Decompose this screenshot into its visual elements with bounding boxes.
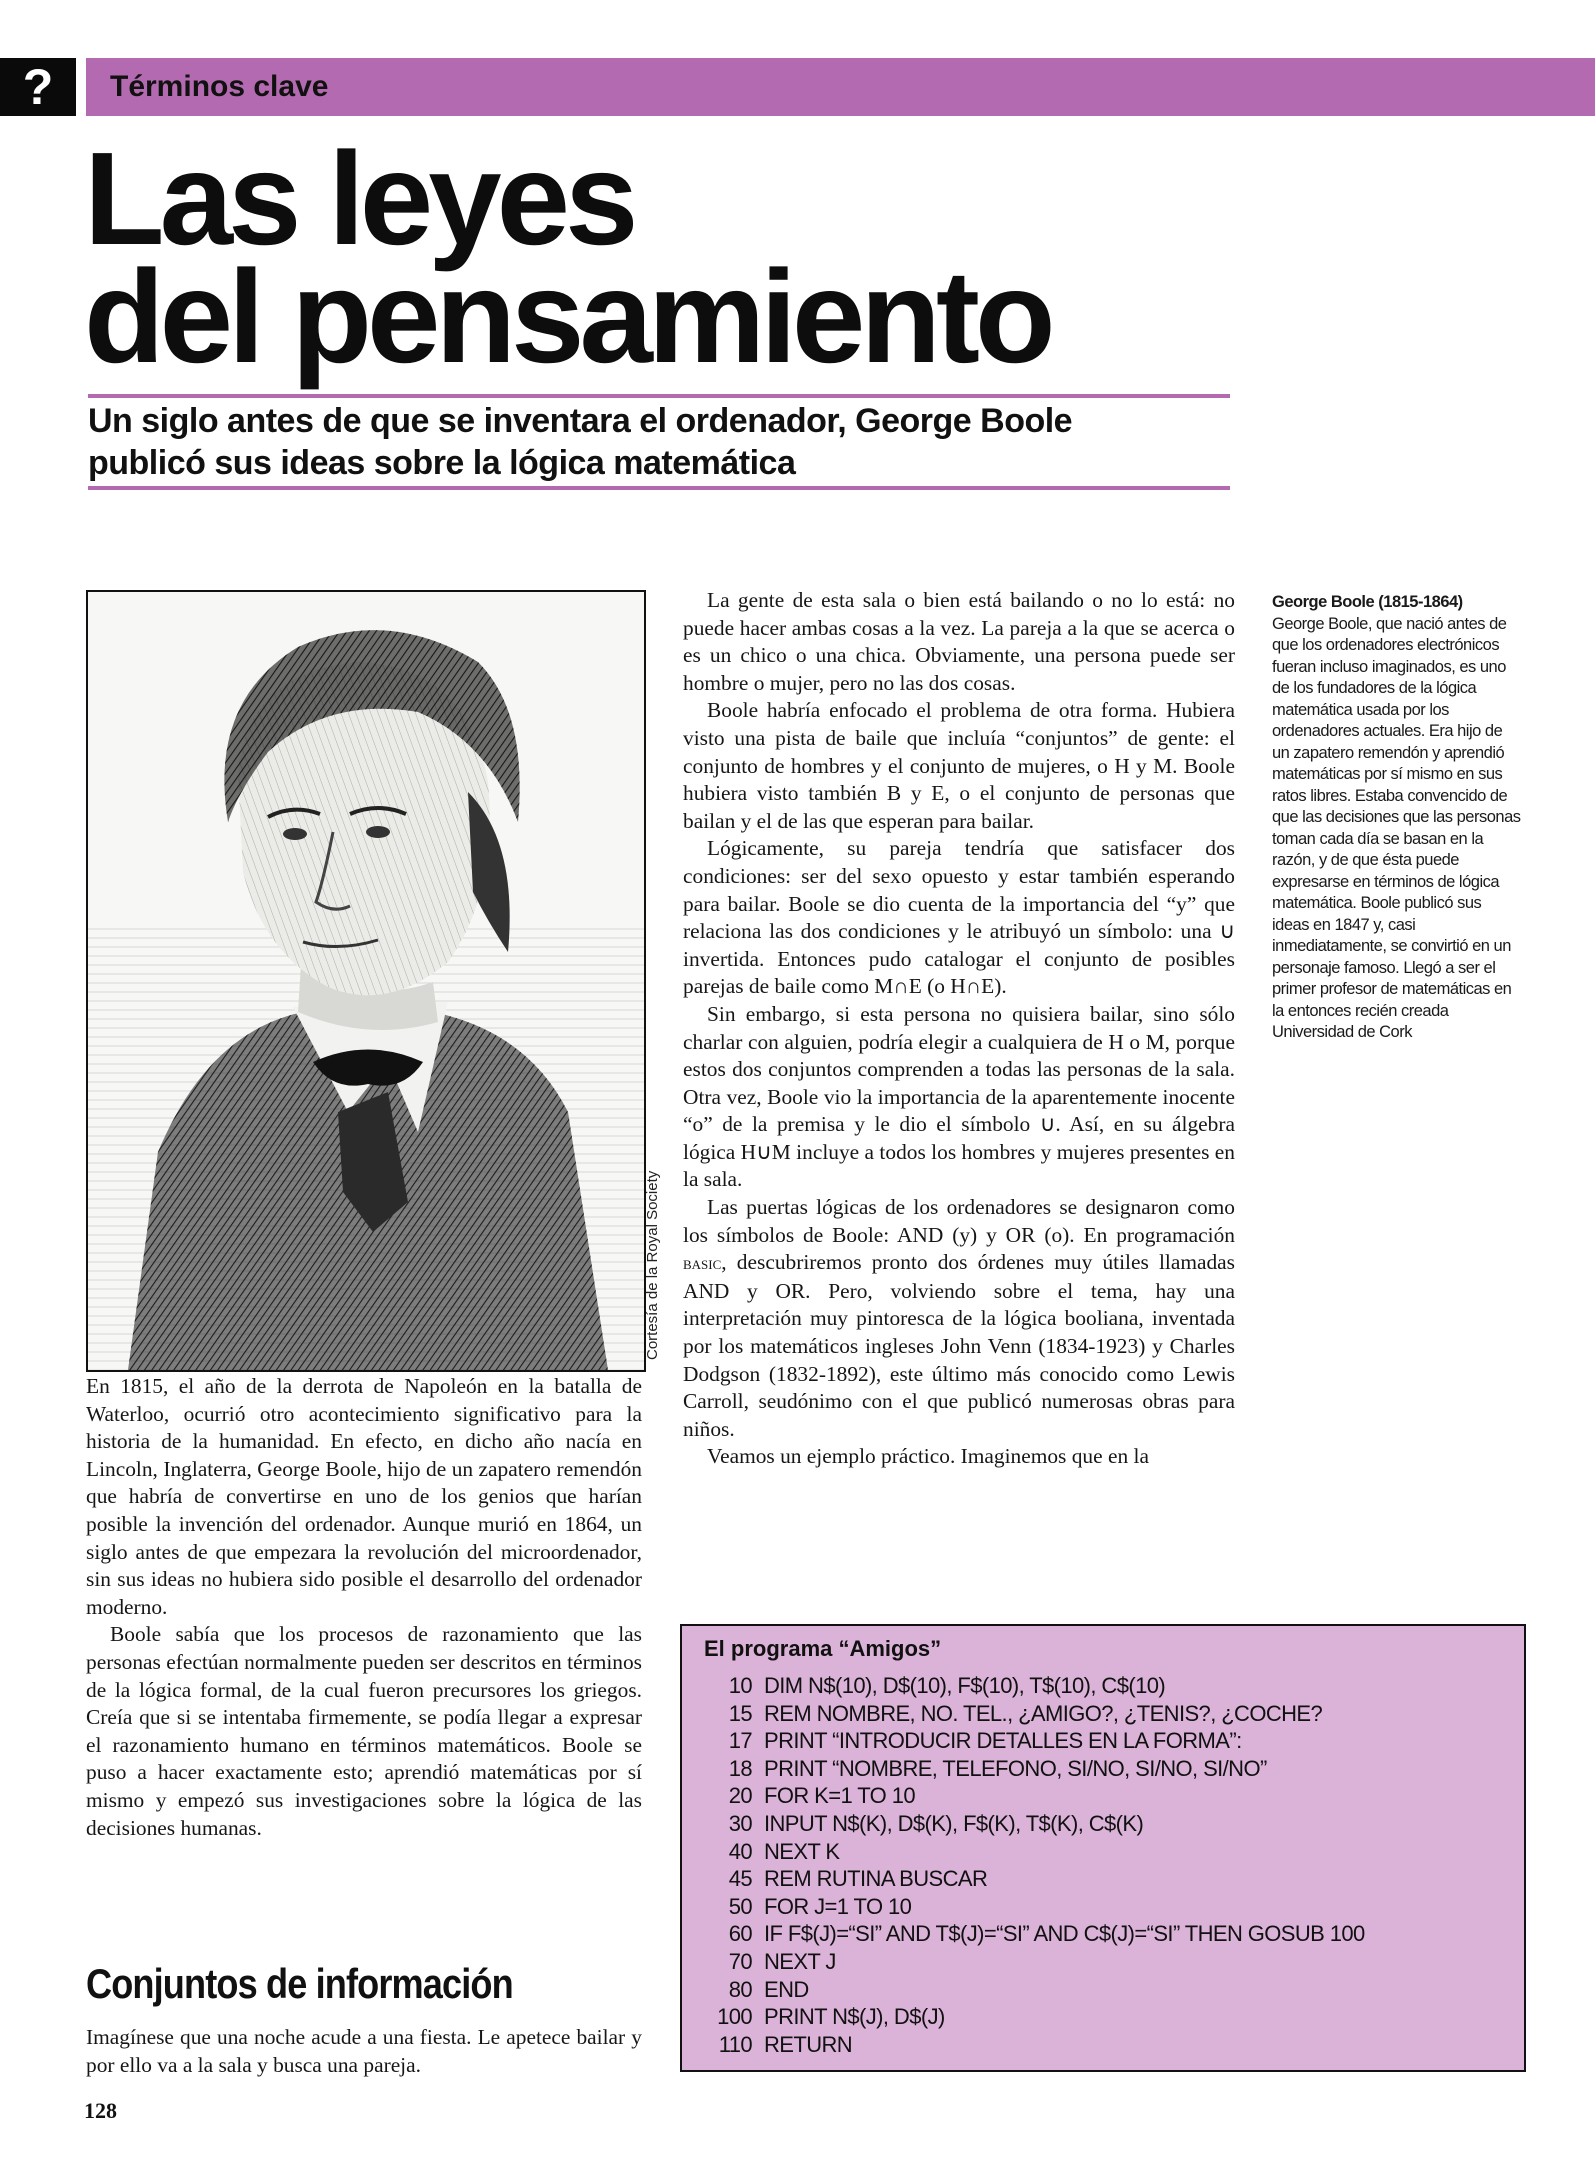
section-paragraph-1: Imagínese que una noche acude a una fiesta. Le apetece bailar y por ello va a la sala y busca una pareja. [86, 2025, 642, 2077]
program-title: El programa “Amigos” [704, 1636, 942, 1661]
photo-credit [644, 1160, 674, 1360]
code-line [704, 1920, 1514, 1948]
line-number: 15 [728, 1700, 752, 1726]
question-mark-icon: ? [0, 58, 76, 116]
body-paragraph-2: Boole habría enfocado el problema de otra forma. Hubiera visto una pista de baile que incluía “conjuntos” de gente: el conjunto de hombres y el conjunto de mujeres, o H y M. Boole hubiera visto también B y E, o el conjunto de personas que bailan y el de las que esperan para bailar. [683, 698, 1235, 833]
line-number: 18 [728, 1755, 752, 1781]
line-code: RETURN [764, 2031, 853, 2057]
intro-paragraph-1: En 1815, el año de la derrota de Napoleón en la batalla de Waterloo, ocurrió otro acontecimiento significativo para la historia de la humanidad. En efecto, en dicho año nacía en Lincoln, Inglaterra, George Boole, hijo de un zapatero remendón que habría de convertirse en uno de los genios que harían posible la invención del ordenador. Aunque murió en 1864, un siglo antes de que empezara la revolución del microordenador, sin sus ideas no hubiera sido posible el desarrollo del ordenador moderno. [86, 1374, 642, 1619]
banner-label: Términos clave [110, 70, 329, 103]
code-line [704, 1865, 1514, 1893]
line-number: 45 [728, 1866, 752, 1892]
subtitle-line-2: publicó sus ideas sobre la lógica matemática [88, 444, 796, 482]
line-code: NEXT K [764, 1838, 840, 1864]
banner-divider [76, 58, 86, 116]
body-paragraph-4: Sin embargo, si esta persona no quisiera bailar, sino sólo charlar con alguien, podría elegir a cualquiera de H o M, porque estos dos conjuntos comprenden a todas las personas de la sala. Otra vez, Boole vio la importancia de la aparentemente inocente “o” de la premisa y le dio el símbolo ∪. Así, en su álgebra lógica H∪M incluye a todos los hombres y mujeres presentes en la sala. [683, 1001, 1235, 1192]
line-code: NEXT J [764, 1948, 836, 1974]
line-number: 30 [728, 1810, 752, 1836]
code-line [704, 1672, 1514, 1700]
line-number: 70 [728, 1948, 752, 1974]
code-line [704, 1700, 1514, 1728]
sidebar-text: George Boole, que nació antes de que los ordenadores electrónicos fueran incluso imaginados, es uno de los fundadores de la lógica matemática usada por los ordenadores actuales. Era hijo de un zapatero remendón y aprendió matemáticas por sí mismo en sus ratos libres. Estaba convencido de que las decisiones que las personas toman cada día se basan en la razón, y de que ésta puede expresarse en términos de lógica matemática. Boole publicó sus ideas en 1847 y, casi inmediatamente, se convirtió en un personaje famoso. Llegó a ser el primer profesor de matemáticas en la entonces recién creada Universidad de Cork [1272, 614, 1521, 1041]
photo-credit-text: Cortesía de la Royal Society [644, 1170, 661, 1360]
body-paragraph-6: Veamos un ejemplo práctico. Imaginemos que en la [707, 1444, 1149, 1469]
code-line [704, 1893, 1514, 1921]
line-code: REM NOMBRE, NO. TEL., ¿AMIGO?, ¿TENIS?, ¿COCHE? [764, 1700, 1323, 1726]
line-number: 100 [717, 2004, 752, 2030]
line-code: PRINT “INTRODUCIR DETALLES EN LA FORMA”: [764, 1728, 1242, 1754]
page-title [84, 125, 1184, 390]
page-number: 128 [84, 2098, 117, 2123]
code-line [704, 2003, 1514, 2031]
body-paragraph-1: La gente de esta sala o bien está bailando o no lo está: no puede hacer ambas cosas a la vez. La pareja a la que se acerca o es un chico o una chica. Obviamente, una persona puede ser hombre o mujer, pero no las dos cosas. [683, 588, 1235, 695]
body-paragraph-5-a: Las puertas lógicas de los ordenadores se designaron como los símbolos de Boole: AND (y) y OR (o). En programación [683, 1195, 1235, 1247]
sidebar-heading: George Boole (1815-1864) [1272, 593, 1463, 611]
subtitle-rule-bottom [88, 486, 1230, 490]
line-code: PRINT N$(J), D$(J) [764, 2004, 945, 2030]
code-line [704, 1810, 1514, 1838]
basic-term: basic [683, 1253, 722, 1274]
intro-paragraph-2: Boole sabía que los procesos de razonamiento que las personas efectúan normalmente pueden ser descritos en términos de la lógica formal, de la cual fueron precursores los griegos. Creía que si se intentaba firmemente, se podía llegar a expresar el razonamiento humano en términos matemáticos. Boole se puso a hacer exactamente esto; aprendió matemáticas por sí mismo y empezó sus investigaciones sobre la lógica de las decisiones humanas. [86, 1622, 642, 1840]
george-boole-portrait [88, 592, 644, 1370]
body-paragraph-5-b: , descubriremos pronto dos órdenes muy útiles llamadas AND y OR. Pero, volviendo sobre el tema, hay una interpretación muy pintoresca de la lógica booliana, inventada por los matemáticos ingleses John Venn (1834-1923) y Charles Dodgson (1832-1892), este último más conocido como Lewis Carroll, seudónimo con el que publicó numerosas obras para niños. [683, 1250, 1235, 1441]
line-code: REM RUTINA BUSCAR [764, 1866, 988, 1892]
section-heading: Conjuntos de información [86, 1960, 513, 2007]
section-column [86, 2024, 642, 2079]
line-number: 17 [728, 1728, 752, 1754]
intro-column [86, 1373, 642, 1842]
line-number: 40 [728, 1838, 752, 1864]
line-number: 110 [718, 2031, 752, 2057]
line-number: 60 [728, 1921, 752, 1947]
subtitle-rule-top [88, 394, 1230, 398]
line-code: FOR K=1 TO 10 [764, 1783, 915, 1809]
portrait-image [86, 590, 646, 1372]
code-line [704, 1755, 1514, 1783]
line-code: END [764, 1976, 809, 2002]
body-column [683, 587, 1235, 1471]
line-code: IF F$(J)=“SI” AND T$(J)=“SI” AND C$(J)=“SI” THEN GOSUB 100 [764, 1921, 1365, 1947]
code-listing [704, 1672, 1514, 2058]
subtitle [88, 400, 1230, 484]
subtitle-line-1: Un siglo antes de que se inventara el ordenador, George Boole [88, 402, 1073, 440]
line-code: DIM N$(10), D$(10), F$(10), T$(10), C$(10) [764, 1673, 1166, 1698]
line-code: INPUT N$(K), D$(K), F$(K), T$(K), C$(K) [764, 1810, 1144, 1836]
biography-sidebar [1272, 592, 1522, 1044]
code-line [704, 1727, 1514, 1755]
code-line [704, 1838, 1514, 1866]
line-number: 80 [728, 1976, 752, 2002]
line-number: 50 [728, 1893, 752, 1919]
program-listing [680, 1624, 1526, 2072]
line-number: 10 [728, 1673, 752, 1698]
code-line [704, 1948, 1514, 1976]
code-line [704, 1976, 1514, 2004]
code-line [704, 1782, 1514, 1810]
page-title-line-2: del pensamiento [84, 243, 1051, 390]
page-title-line-1: Las leyes [84, 125, 634, 272]
line-number: 20 [728, 1783, 752, 1809]
line-code: FOR J=1 TO 10 [764, 1893, 912, 1919]
body-paragraph-5 [683, 1194, 1235, 1443]
line-code: PRINT “NOMBRE, TELEFONO, SI/NO, SI/NO, SI/NO” [764, 1755, 1267, 1781]
code-line [704, 2031, 1514, 2059]
body-paragraph-3: Lógicamente, su pareja tendría que satisfacer dos condiciones: ser del sexo opuesto y estar también esperando para bailar. Boole se dio cuenta de la importancia del “y” que relaciona las dos condiciones y le atribuyó un símbolo: una ∪ invertida. Entonces pudo catalogar el conjunto de posibles parejas de baile como M∩E (o H∩E). [683, 836, 1235, 999]
